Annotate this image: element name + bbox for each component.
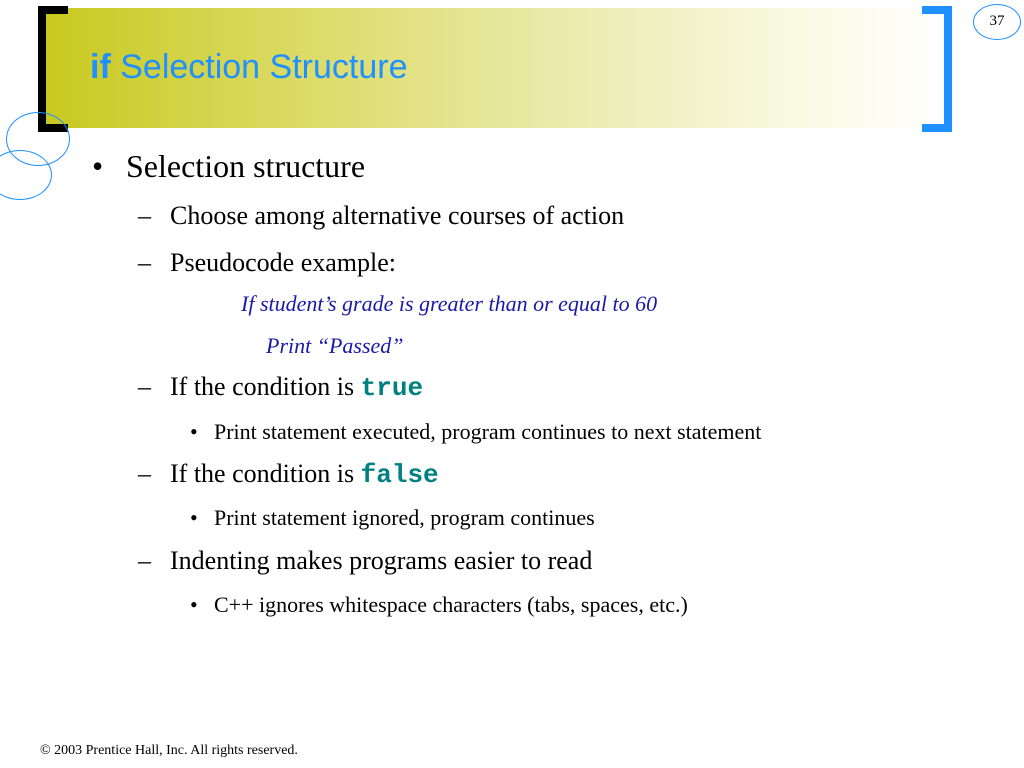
copyright-footer: © 2003 Prentice Hall, Inc. All rights reserved. bbox=[40, 743, 298, 758]
bullet-marker: • bbox=[190, 419, 198, 444]
bullet-level2 bbox=[138, 248, 396, 278]
pseudocode-line-1: If student’s grade is greater than or equal to 60 bbox=[241, 291, 658, 316]
bullet-level1 bbox=[92, 148, 365, 185]
code-keyword-true: true bbox=[360, 373, 424, 403]
bullet-marker: • bbox=[190, 505, 198, 530]
bullet-text: Selection structure bbox=[126, 148, 366, 184]
bullet-marker: • bbox=[92, 148, 104, 184]
bullet-text: Indenting makes programs easier to read bbox=[170, 546, 593, 575]
bullet-text: If the condition is bbox=[170, 459, 361, 488]
title-keyword: if bbox=[90, 48, 111, 86]
slide-title bbox=[90, 48, 407, 87]
dash-marker: – bbox=[138, 459, 151, 488]
right-bracket-decoration bbox=[922, 6, 952, 132]
bullet-text: If the condition is bbox=[170, 372, 361, 401]
bullet-level3 bbox=[190, 419, 761, 445]
code-keyword-false: false bbox=[360, 460, 439, 490]
bullet-text: Print statement ignored, program continues bbox=[214, 505, 595, 530]
dash-marker: – bbox=[138, 201, 151, 230]
dash-marker: – bbox=[138, 546, 151, 575]
bullet-level3 bbox=[190, 505, 595, 531]
pseudocode-line-2: Print “Passed” bbox=[266, 333, 404, 358]
bullet-level3 bbox=[190, 592, 688, 618]
dash-marker: – bbox=[138, 248, 151, 277]
dash-marker: – bbox=[138, 372, 151, 401]
bullet-marker: • bbox=[190, 592, 198, 617]
bullet-text: C++ ignores whitespace characters (tabs, spaces, etc.) bbox=[214, 592, 688, 617]
title-text: Selection Structure bbox=[110, 48, 408, 86]
bullet-level2 bbox=[138, 201, 624, 231]
bullet-level2 bbox=[138, 372, 423, 403]
bullet-level2 bbox=[138, 546, 592, 576]
bullet-text: Print statement executed, program continues to next statement bbox=[214, 419, 762, 444]
bullet-level2 bbox=[138, 459, 439, 490]
bullet-text: Pseudocode example: bbox=[170, 248, 396, 277]
slide-number: 37 bbox=[989, 13, 1005, 29]
bullet-text: Choose among alternative courses of action bbox=[170, 201, 625, 230]
